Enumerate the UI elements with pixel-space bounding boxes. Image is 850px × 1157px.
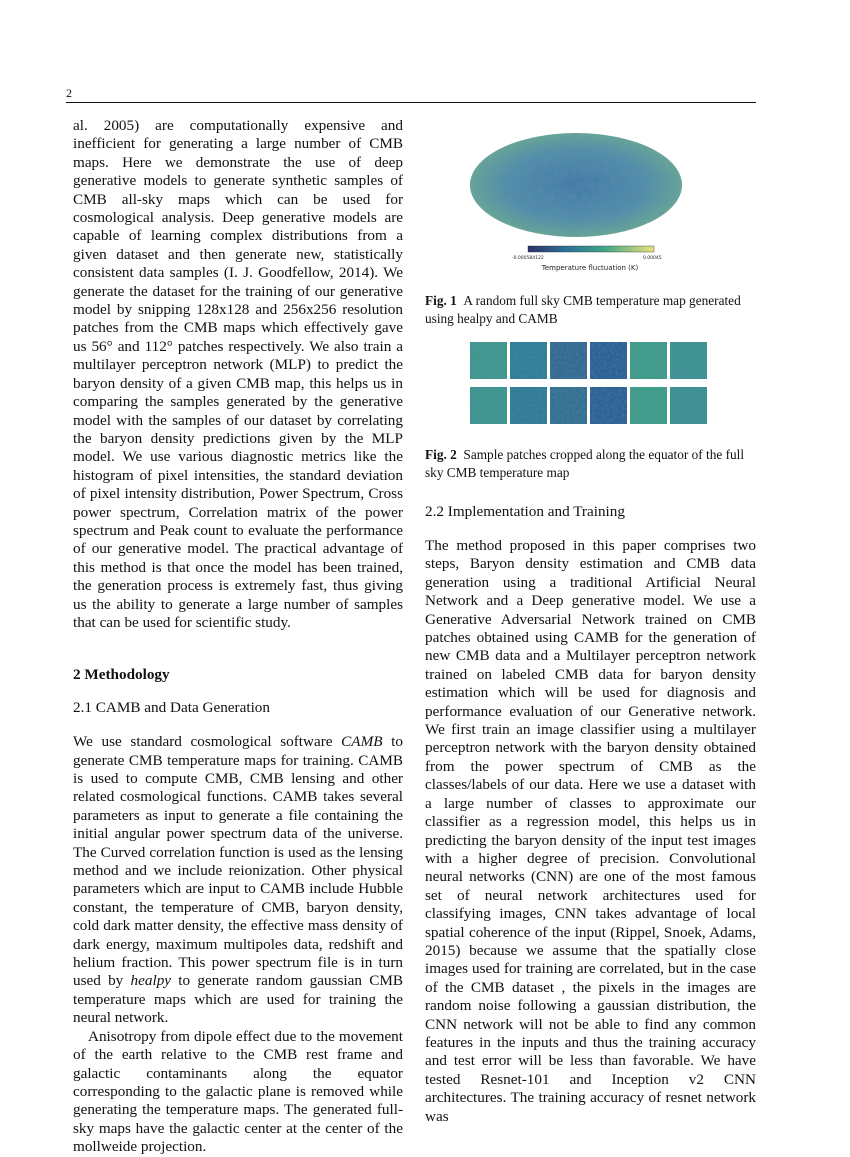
figure-2-caption — [425, 446, 756, 481]
cmb-patch-texture — [630, 387, 667, 424]
cmb-patch — [590, 342, 627, 379]
figure-2-label: Fig. 2 — [425, 447, 457, 462]
mollweide-texture — [470, 133, 682, 237]
camb-para-start: We use standard cosmological software — [73, 733, 342, 751]
page-number: 2 — [66, 86, 72, 100]
cmb-patches-grid — [470, 342, 710, 430]
section-heading-methodology: 2 Methodology — [73, 666, 170, 684]
cmb-patch — [510, 342, 547, 379]
cmb-patch — [470, 342, 507, 379]
cmb-patch — [630, 342, 667, 379]
header-rule — [66, 102, 756, 103]
camb-software-name: CAMB — [341, 733, 383, 751]
cmb-patch-texture — [550, 387, 587, 424]
healpy-software-name: healpy — [130, 972, 172, 990]
cmb-patch-texture — [590, 387, 627, 424]
figure-2-caption-text: Sample patches cropped along the equator of the full sky CMB temperature map — [425, 447, 745, 480]
cmb-patch-texture — [510, 342, 547, 379]
cmb-patch-texture — [470, 342, 507, 379]
cmb-patch-texture — [590, 342, 627, 379]
cmb-fullsky-map — [460, 122, 700, 277]
cmb-patch — [630, 387, 667, 424]
figure-1-caption-text: A random full sky CMB temperature map generated using healpy and CAMB — [425, 293, 741, 326]
subsection-heading-implementation: 2.2 Implementation and Training — [425, 503, 625, 520]
implementation-paragraph: The method proposed in this paper comprises two steps, Baryon density estimation and CMB data generation using a traditional Artificial Neural Network and a Deep generative model. We use a Generative Adversarial Network trained on CMB patches obtained using CAMB for the generation of new CMB data and a Multilayer perceptron network trained on labeled CMB data for baryon density estimation which will be used for diagnosis and performance evaluation of our Generative network. We first train an image classifier using a multilayer perceptron network with the baryon density obtained from the power spectrum of CMB as the classes/labels of our data. Here we use a dataset with a large number of classes to approximate our classifier as a regression model, this helps us in predicting the baryon density of the input test images with a higher degree of precision. Convolutional neural networks (CNN) are one of the most famous set of neural network architectures used for classifying images, CNN takes advantage of local spatial coherence of the input (Rippel, Snoek, Adams, 2015) because we assume that the spatially close images used for training are correlated, but in the case of the CMB dataset , the pixels in the images are random noise following a gaussian distribution, the CNN network will not be able to find any common features in the inputs and thus the training accuracy and test error will be less than favorable. We have tested Resnet-101 and Inception v2 CNN architectures. The training accuracy of resnet network was — [425, 537, 756, 1125]
cmb-patch-texture — [670, 387, 707, 424]
cmb-patch — [550, 387, 587, 424]
cmb-patch — [510, 387, 547, 424]
colorbar-axis-label: Temperature fluctuation (K) — [541, 264, 639, 272]
cmb-patch-texture — [470, 387, 507, 424]
cmb-patch — [670, 342, 707, 379]
colorbar-max-label: 0.00045 — [643, 256, 662, 261]
cmb-patch-texture — [510, 387, 547, 424]
cmb-patch-texture — [630, 342, 667, 379]
cmb-patch — [470, 387, 507, 424]
left-column — [73, 117, 403, 1157]
cmb-patch-texture — [670, 342, 707, 379]
colorbar-min-label: -0.000584122 — [512, 256, 544, 261]
figure-1 — [460, 122, 700, 277]
camb-paragraph — [73, 733, 403, 1028]
cmb-patch-texture — [550, 342, 587, 379]
figure-1-label: Fig. 1 — [425, 293, 457, 308]
camb-para-end: to generate random gaussian CMB temperature maps which are used for training the neural network. — [73, 972, 404, 1027]
cmb-patch — [550, 342, 587, 379]
figure-1-caption — [425, 292, 756, 327]
cmb-patch — [590, 387, 627, 424]
figure-2 — [470, 342, 710, 430]
cmb-patch — [670, 387, 707, 424]
colorbar — [528, 246, 654, 252]
anisotropy-paragraph: Anisotropy from dipole effect due to the movement of the earth relative to the CMB rest frame and galactic contaminants along the equator corresponding to the galactic plane is removed while generating the temperature maps. The generated full-sky maps have the galactic center at the center of the mollweide projection. — [73, 1027, 403, 1156]
intro-paragraph: al. 2005) are computationally expensive and inefficient for generating a large number of CMB maps. Here we demonstrate the use of deep generative models to generate synthetic samples of CMB all-sky maps which can be used for cosmological analysis. Deep generative models are capable of learning complex distributions from a given dataset and then generate new, statistically consistent data samples (I. J. Goodfellow, 2014). We generate the dataset for the training of our generative model by snipping 128x128 and 256x256 resolution patches from the CMB maps which effectively gave us 56° and 112° patches respectively. We also train a multilayer perceptron network (MLP) to predict the baryon density of a given CMB map, this helps us in comparing the samples generated by the generative model with the samples of our dataset by correlating the baryon density predictions given by the MLP model. We use various diagnostic metrics like the histogram of pixel intensities, the standard deviation of pixel intensity distribution, Power Spectrum, Cross power spectrum, Correlation matrix of the power spectrum and Peak count to evaluate the performance of our generative model. The practical advantage of this method is that once the model has been trained, the generation process is extremely fast, thus giving us the ability to generate a large number of samples that can be used for scientific study. — [73, 117, 403, 631]
camb-para-middle: to generate CMB temperature maps for training. CAMB is used to compute CMB, CMB lensing and other related cosmological functions. CAMB takes several parameters as input to generate a file containing the initial angular power spectrum data of the universe. The Curved correlation function is used as the lensing method and we include reionization. Other physical parameters which are input to CAMB include Hubble constant, the temperature of CMB, baryon density, cold dark matter density, the effective mass density of dark energy, maximum multipoles data, redshift and helium fraction. This power spectrum file is in turn used by — [73, 733, 403, 990]
subsection-heading-camb: 2.1 CAMB and Data Generation — [73, 698, 270, 716]
